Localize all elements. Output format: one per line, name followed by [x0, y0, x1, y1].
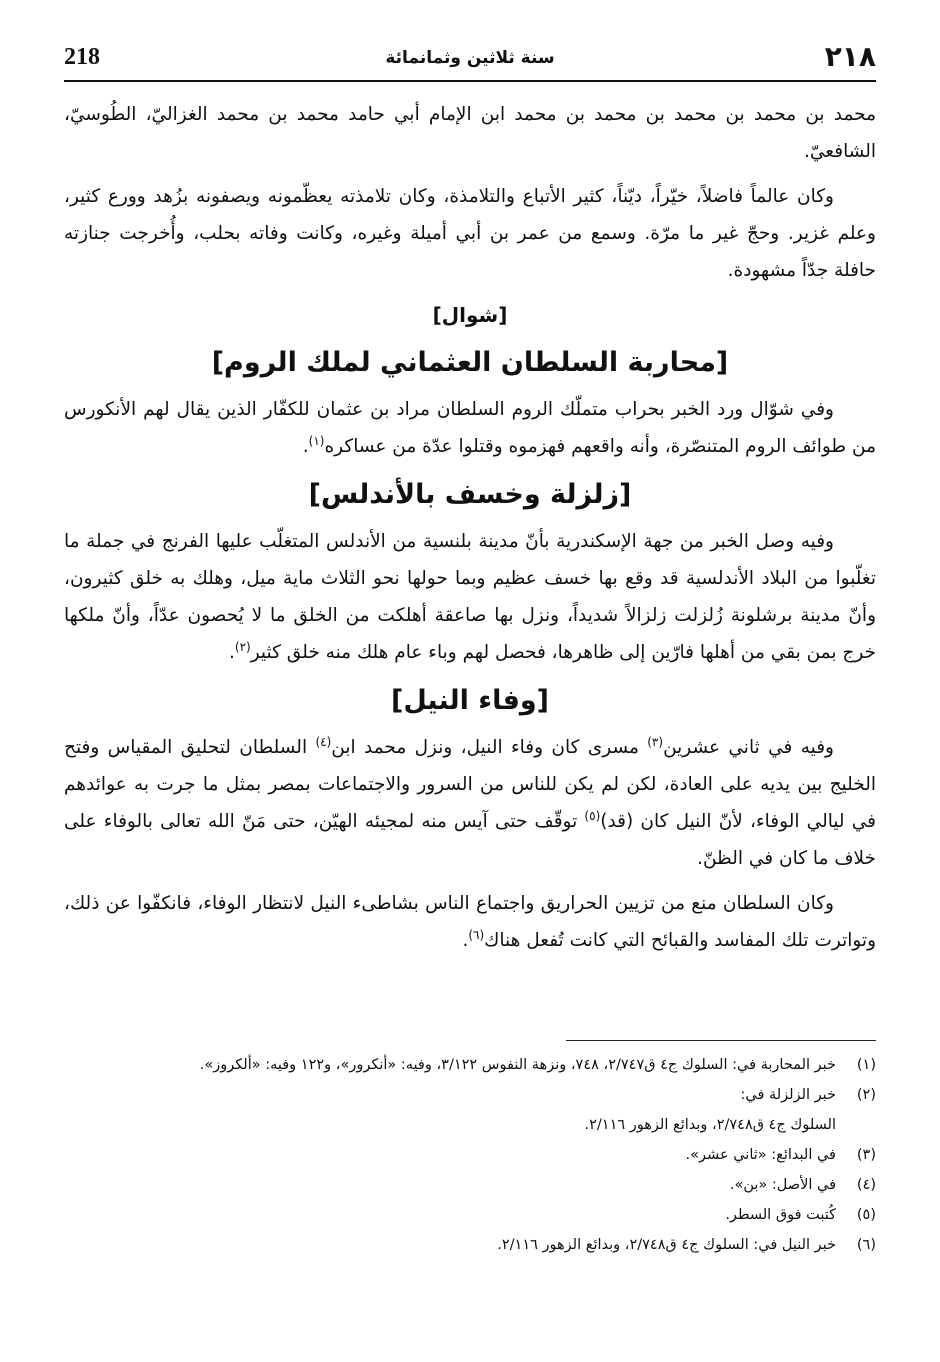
footnote-text: في الأصل: «بن». — [729, 1177, 836, 1193]
footnote-text: خبر النيل في: السلوك ج٤ ق٢/٧٤٨، وبدائع الزهور ٢/١١٦. — [497, 1237, 836, 1253]
main-text — [64, 96, 876, 967]
footnote-divider — [566, 1040, 876, 1041]
footnote-text: خبر المحاربة في: السلوك ج٤ ق٢/٧٤٧، ٧٤٨، ونزهة النفوس ٣/١٢٢، وفيه: «أنكرور»، و١٢٢ وفيه: «ألكروز». — [199, 1057, 836, 1073]
footnote-text: في البدائع: «ثاني عشر». — [685, 1147, 836, 1163]
paragraph-biography: وكان عالماً فاضلاً، خيّراً، ديّناً، كثير الأتباع والتلامذة، وكان تلامذته يعظّمونه ويصفونه بزُهد وورع كثير، وعلم غزير. وحجّ غير ما مرّة. وسمع من عمر بن أبي أميلة وغيره، وكانت وفاته بحلب، وأُخرجت جنازته حافلة جدّاً مشهودة. — [64, 186, 876, 281]
paragraph-sultan-ban — [64, 885, 876, 959]
footnote-item — [64, 1110, 876, 1140]
footnotes — [64, 1050, 876, 1260]
paragraph-nile-text-c: السلطان لتحليق المقياس وفتح الخليج بين يديه على العادة، لكن لم يكن للناس من السرور والاجتماعات بمصر بمثل ما جرت به عوائدهم في ليالي الوفاء، لأنّ النيل كان (قد) — [64, 737, 876, 832]
footnote-item — [64, 1140, 876, 1170]
paragraph-nile-text-a: وفيه في ثاني عشرين — [663, 737, 834, 758]
section-heading-shawwal: [شوال] — [432, 303, 508, 327]
paragraph-end-mark: . — [462, 930, 469, 951]
paragraph-earthquake-text: وفيه وصل الخبر من جهة الإسكندرية بأنّ مدينة بلنسية من الأندلس المتغلّب عليها الفرنج في جملة ما تغلّبوا من البلاد الأندلسية قد وقع بها خسف عظيم وبما حولها نحو الثلاث ماية ميل، وهلك به خلق كثيرون، وأنّ مدينة برشلونة زُلزلت زلزالاً شديداً، ونزل بها صاعقة أهلكت من الخلق ما لا يُحصون عدّاً، وأنّ ملكها خرج بمن بقي من أهلها فارّين إلى ظاهرها، فحصل لهم وباء عام هلك منه خلق كثير — [64, 531, 876, 663]
footnote-text: خبر الزلزلة في: — [740, 1087, 836, 1103]
paragraph-earthquake — [64, 523, 876, 671]
section-heading-war: [محاربة السلطان العثماني لملك الروم] — [211, 347, 729, 378]
section-heading-nile: [وفاء النيل] — [390, 685, 550, 716]
footnote-ref-2[interactable]: (٢) — [234, 639, 251, 654]
footnote-item — [64, 1050, 876, 1080]
footnote-ref-5[interactable]: (٥) — [584, 808, 601, 823]
footnote-text: السلوك ج٤ ق٢/٧٤٨، وبدائع الزهور ٢/١١٦. — [584, 1117, 836, 1133]
footnote-number: (١) — [856, 1057, 876, 1073]
paragraph-name-lineage: محمد بن محمد بن محمد بن محمد بن محمد ابن الإمام أبي حامد محمد بن محمد الغزاليّ، الطُوسيّ، الشافعيّ. — [64, 104, 876, 162]
footnote-item — [64, 1200, 876, 1230]
paragraph-nile-text-d: توقّف حتى آيس منه لمجيئه الهيّن، حتى مَنّ الله تعالى بالوفاء على خلاف ما كان في الظنّ. — [64, 811, 876, 869]
footnote-number: (٣) — [856, 1147, 876, 1163]
footnote-ref-4[interactable]: (٤) — [315, 734, 332, 749]
paragraph-sultan-ban-text: وكان السلطان منع من تزيين الحراريق واجتماع الناس بشاطىء النيل لانتظار الوفاء، فانكفّوا عن ذلك، وتواترت تلك المفاسد والقبائح التي كانت تُفعل هناك — [64, 893, 876, 951]
page-number-latin: 218 — [64, 44, 100, 70]
footnote-text: كُتبت فوق السطر. — [725, 1207, 836, 1223]
footnote-number: (٥) — [856, 1207, 876, 1223]
footnote-number: (٦) — [856, 1237, 876, 1253]
footnote-number: (٤) — [856, 1177, 876, 1193]
footnote-item — [64, 1170, 876, 1200]
paragraph-end-mark: . — [302, 436, 309, 457]
section-heading-earthquake: [زلزلة وخسف بالأندلس] — [308, 479, 632, 510]
footnote-item — [64, 1080, 876, 1110]
paragraph-nile-text-b: مسرى كان وفاء النيل، ونزل محمد ابن — [331, 737, 648, 758]
paragraph-end-mark: . — [229, 642, 235, 663]
paragraph-war-text: وفي شوّال ورد الخبر بحراب متملّك الروم السلطان مراد بن عثمان للكفّار الذين يقال لهم الأنكورس من طوائف الروم المتنصّرة، وأنه واقعهم فهزموه وقتلوا عدّة من عساكره — [64, 399, 876, 457]
running-title: سنة ثلاثين وثمانمائة — [385, 48, 555, 68]
footnote-number — [836, 1110, 876, 1140]
footnote-item — [64, 1230, 876, 1260]
page-number-arabic: ٢١٨ — [824, 40, 876, 73]
page-header — [64, 40, 876, 82]
footnote-ref-6[interactable]: (٦) — [468, 927, 485, 942]
footnote-number: (٢) — [856, 1087, 876, 1103]
paragraph-war — [64, 391, 876, 465]
footnote-ref-1[interactable]: (١) — [308, 433, 325, 448]
footnote-ref-3[interactable]: (٣) — [647, 734, 664, 749]
paragraph-nile — [64, 729, 876, 877]
